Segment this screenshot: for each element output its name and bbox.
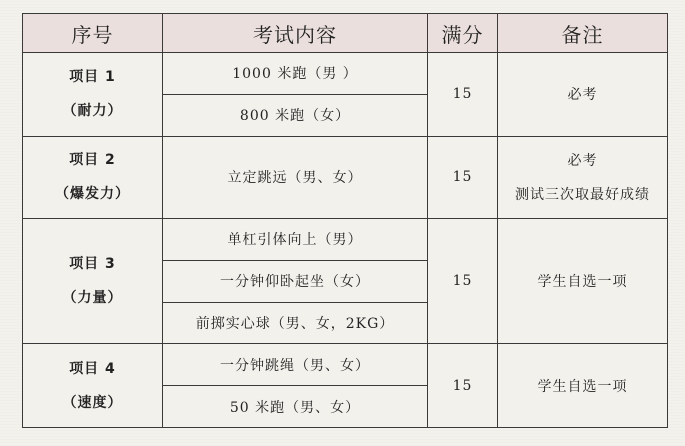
exam-score-table [22, 13, 668, 428]
header-note: 备注 [498, 14, 668, 53]
group-3-sub: （力量） [62, 290, 123, 307]
group-1-seq-cell [23, 53, 163, 137]
group-1-name: 项目 1 [69, 69, 116, 86]
table-row [23, 219, 668, 261]
group-1-item-1: 1000 米跑（男 ） [163, 53, 428, 95]
group-3-item-2: 一分钟仰卧起坐（女） [163, 260, 428, 302]
group-3-name: 项目 3 [69, 256, 116, 273]
group-1-item-2: 800 米跑（女） [163, 94, 428, 136]
header-seq: 序号 [23, 14, 163, 53]
header-content: 考试内容 [163, 14, 428, 53]
group-2-name: 项目 2 [69, 152, 116, 169]
table-row [23, 53, 668, 95]
group-2-note [498, 136, 668, 219]
group-3-score: 15 [428, 219, 498, 344]
group-2-note-line-2: 测试三次取最好成绩 [515, 187, 650, 204]
group-2-note-line-1: 必考 [567, 153, 598, 170]
group-3-item-3: 前掷实心球（男、女，2KG） [163, 302, 428, 344]
group-2-sub: （爆发力） [55, 186, 130, 203]
group-4-item-1: 一分钟跳绳（男、女） [163, 344, 428, 386]
group-1-sub: （耐力） [62, 103, 123, 120]
group-4-seq-cell [23, 344, 163, 428]
table-row [23, 136, 668, 219]
table-row [23, 344, 668, 386]
group-2-item-1: 立定跳远（男、女） [163, 136, 428, 219]
header-score: 满分 [428, 14, 498, 53]
group-1-note: 必考 [498, 53, 668, 137]
group-3-note: 学生自选一项 [498, 219, 668, 344]
group-4-score: 15 [428, 344, 498, 428]
group-4-item-2: 50 米跑（男、女） [163, 386, 428, 428]
group-4-note: 学生自选一项 [498, 344, 668, 428]
group-1-score: 15 [428, 53, 498, 137]
group-3-item-1: 单杠引体向上（男） [163, 219, 428, 261]
group-2-seq-cell [23, 136, 163, 219]
group-3-seq-cell [23, 219, 163, 344]
group-4-name: 项目 4 [69, 360, 116, 377]
group-2-score: 15 [428, 136, 498, 219]
table-header-row [23, 14, 668, 53]
group-4-sub: （速度） [62, 394, 123, 411]
